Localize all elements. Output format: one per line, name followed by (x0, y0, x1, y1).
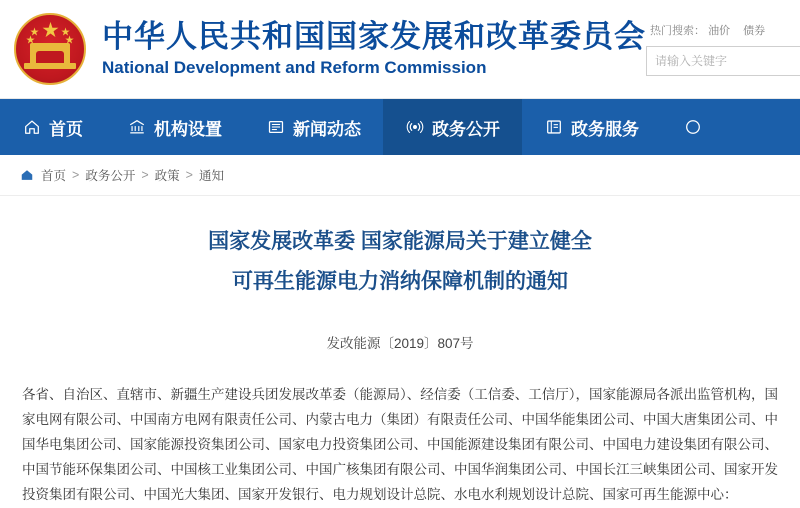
breadcrumb-item-3[interactable]: 通知 (198, 169, 224, 183)
page-title-line-1: 国家发展改革委 国家能源局关于建立健全 (208, 230, 592, 253)
home-icon (20, 168, 34, 182)
nav-item-organization[interactable] (105, 99, 244, 155)
national-emblem-icon (14, 13, 86, 85)
site-title-cn: 中华人民共和国国家发展和改革委员会 (102, 19, 646, 54)
nav-label-organization: 机构设置 (154, 119, 222, 139)
nav-label-home: 首页 (49, 119, 83, 139)
main-nav (0, 99, 800, 155)
breadcrumb-item-1[interactable]: 政务公开 (85, 169, 136, 183)
page-title (22, 222, 778, 302)
article-container (0, 196, 800, 507)
search-input[interactable] (647, 47, 800, 75)
breadcrumb-item-0[interactable]: 首页 (41, 169, 67, 183)
emblem-gate (30, 43, 70, 65)
breadcrumb-item-2[interactable]: 政策 (154, 169, 180, 183)
site-title-block (102, 18, 646, 80)
header-search-area (646, 22, 800, 76)
hot-search-term-1[interactable]: 油价 (708, 25, 731, 37)
nav-item-government-affairs[interactable] (383, 99, 522, 155)
nav-label-government-affairs: 政务公开 (432, 119, 500, 139)
search-box (646, 46, 800, 76)
emblem-base (24, 63, 76, 69)
site-title-en: National Development and Reform Commission (102, 58, 487, 77)
nav-item-overflow[interactable] (661, 99, 708, 155)
emblem-star-4: ★ (65, 35, 75, 45)
more-icon (683, 118, 702, 137)
document-number: 发改能源〔2019〕807号 (326, 336, 474, 351)
breadcrumb (0, 155, 800, 196)
emblem-star-2: ★ (26, 35, 36, 45)
nav-label-news: 新闻动态 (293, 119, 361, 139)
broadcast-icon (405, 118, 424, 137)
breadcrumb-separator-0: > (72, 168, 80, 182)
hot-search-term-2[interactable]: 债券 (743, 25, 766, 37)
service-icon (544, 118, 563, 137)
nav-item-government-services[interactable] (522, 99, 661, 155)
site-header (0, 0, 800, 99)
nav-item-news[interactable] (244, 99, 383, 155)
breadcrumb-separator-1: > (141, 168, 149, 182)
home-icon (22, 118, 41, 137)
news-icon (266, 118, 285, 137)
hot-search-label: 热门搜索： (650, 25, 705, 37)
breadcrumb-separator-2: > (185, 168, 193, 182)
page-title-line-2: 可再生能源电力消纳保障机制的通知 (232, 270, 568, 293)
emblem-star-3: ★ (61, 27, 71, 37)
emblem-star-main: ★ (42, 21, 59, 40)
nav-item-home[interactable] (0, 99, 105, 155)
document-body: 各省、自治区、直辖市、新疆生产建设兵团发展改革委（能源局）、经信委（工信委、工信厅），国家能源局各派出监管机构，国家电网有限公司、中国南方电网有限责任公司、内蒙古电力（集团）有限责任公司、中国华能集团公司、中国大唐集团公司、中国华电集团公司、国家能源投资集团公司、国家电力投资集团公司、中国能源建设集团有限公司、中国电力建设集团有限公司、中国节能环保集团公司、中国核工业集团公司、中国广核集团有限公司、中国华润集团公司、中国长江三峡集团公司、国家开发投资集团有限公司、中国光大集团、国家开发银行、电力规划设计总院、水电水利规划设计总院、国家可再生能源中心： (22, 387, 778, 502)
bank-icon (127, 118, 146, 137)
nav-label-government-services: 政务服务 (571, 119, 639, 139)
emblem-star-1: ★ (30, 27, 40, 37)
hot-search-bar (646, 22, 800, 38)
